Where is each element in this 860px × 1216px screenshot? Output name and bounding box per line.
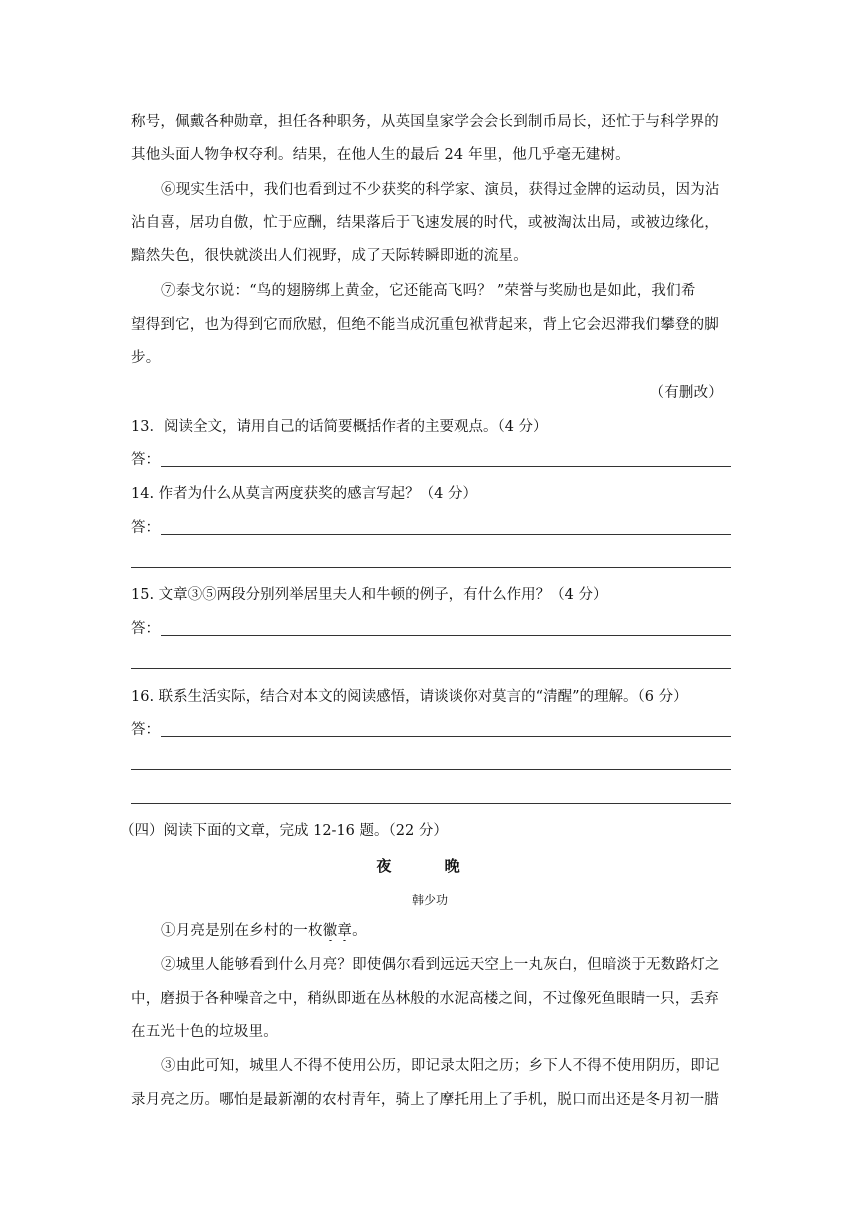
article-author: 韩少功 xyxy=(411,893,448,907)
paragraph-6-line-2: 沾自喜，居功自傲，忙于应酬，结果落后于飞速发展的时代，或被淘汰出局，或被边缘化， xyxy=(131,215,719,231)
answer-line-15-2[interactable] xyxy=(131,668,731,669)
source-note: （有删改） xyxy=(649,385,723,401)
section-4-heading: （四）阅读下面的文章，完成 12-16 题。（22 分） xyxy=(120,823,448,839)
question-16: 16. 联系生活实际，结合对本文的阅读感悟，请谈谈你对莫言的“清醒”的理解。（6 分） xyxy=(131,689,688,705)
paragraph-5-line-1: 称号，佩戴各种勋章，担任各种职务，从英国皇家学会会长到制币局长，还忙于与科学界的 xyxy=(131,114,719,130)
article-paragraph-3-line-2: 录月亮之历。哪怕是最新潮的农村青年，骑上了摩托用上了手机，脱口而出还是冬月初一腊 xyxy=(131,1092,719,1108)
emphasis-char-1: 徽 xyxy=(322,923,338,939)
answer-line-15-1[interactable] xyxy=(161,635,731,636)
answer-line-14-2[interactable] xyxy=(131,567,731,568)
paragraph-7-line-2: 望得到它，也为得到它而欣慰，但绝不能当成沉重包袱背起来，背上它会迟滞我们攀登的脚 xyxy=(131,317,719,333)
article-paragraph-3-line-1: ③由此可知，城里人不得不使用公历，即记录太阳之历；乡下人不得不使用阴历，即记 xyxy=(161,1058,720,1074)
answer-label-16: 答： xyxy=(131,722,160,738)
article-paragraph-2-line-3: 在五光十色的垃圾里。 xyxy=(131,1024,278,1040)
paragraph-7-line-3: 步。 xyxy=(131,350,161,366)
question-15: 15. 文章③⑤两段分别列举居里夫人和牛顿的例子，有什么作用？（4 分） xyxy=(131,587,608,603)
paragraph-7-line-1: ⑦泰戈尔说：“鸟的翅膀绑上黄金，它还能高飞吗？ ”荣誉与奖励也是如此，我们希 xyxy=(161,283,696,299)
emphasis-char-2: 章 xyxy=(337,923,353,939)
article-paragraph-2-line-2: 中，磨损于各种噪音之中，稍纵即逝在丛林般的水泥高楼之间，不过像死鱼眼睛一只，丢弃 xyxy=(131,991,719,1007)
answer-line-13-1[interactable] xyxy=(161,466,731,467)
paragraph-6-line-1: ⑥现实生活中，我们也看到过不少获奖的科学家、演员，获得过金牌的运动员，因为沾 xyxy=(161,182,720,198)
answer-line-16-1[interactable] xyxy=(161,736,731,737)
answer-line-16-2[interactable] xyxy=(131,769,731,770)
answer-line-14-1[interactable] xyxy=(161,534,731,535)
paragraph-5-line-2: 其他头面人物争权夺利。结果，在他人生的最后 24 年里，他几乎毫无建树。 xyxy=(131,147,630,163)
answer-line-16-3[interactable] xyxy=(131,803,731,804)
article-paragraph-1 xyxy=(161,921,731,941)
paragraph-1-prefix: ①月亮是别在乡村的一枚 xyxy=(161,923,323,939)
answer-label-13: 答： xyxy=(131,452,160,468)
article-title: 夜 晚 xyxy=(376,857,484,875)
paragraph-6-line-3: 黯然失色，很快就淡出人们视野，成了天际转瞬即逝的流星。 xyxy=(131,248,528,264)
paragraph-1-suffix: 。 xyxy=(352,923,367,939)
article-paragraph-2-line-1: ②城里人能够看到什么月亮？即使偶尔看到远远天空上一丸灰白，但暗淡于无数路灯之 xyxy=(161,957,720,973)
question-13: 13．阅读全文，请用自己的话简要概括作者的主要观点。（4 分） xyxy=(131,419,548,435)
question-14: 14. 作者为什么从莫言两度获奖的感言写起？（4 分） xyxy=(131,486,478,502)
answer-label-14: 答： xyxy=(131,520,160,536)
answer-label-15: 答： xyxy=(131,621,160,637)
